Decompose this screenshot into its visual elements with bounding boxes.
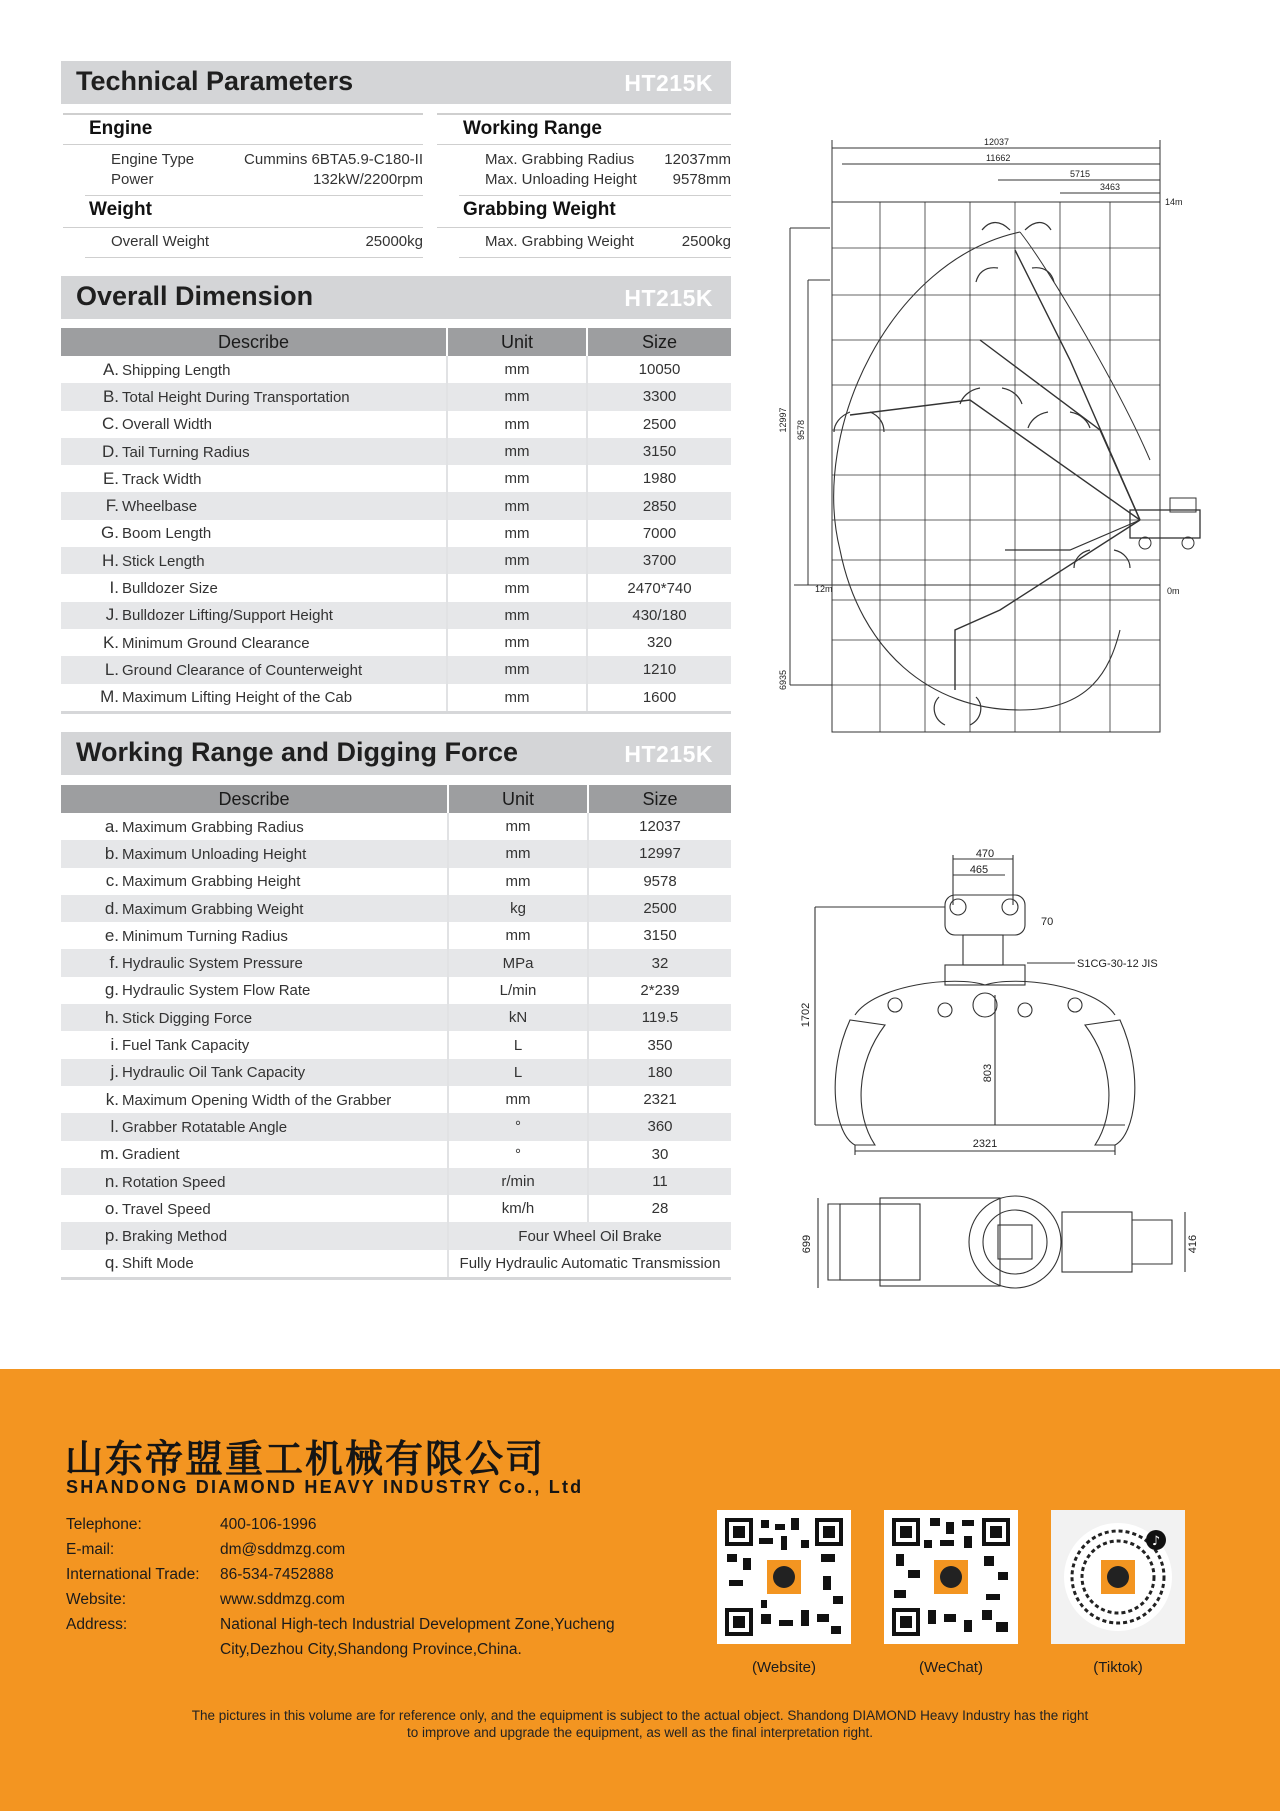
- row-letter: H.: [102, 550, 119, 570]
- dim-label: 0m: [1167, 586, 1180, 596]
- dim-label: 2321: [972, 1138, 998, 1150]
- working-range-diagram: [770, 130, 1250, 810]
- dim-label: 470: [975, 848, 995, 860]
- row-size: 12037: [639, 818, 681, 836]
- tiktok-qr-icon[interactable]: [1051, 1510, 1185, 1644]
- row-unit: mm: [447, 520, 587, 547]
- wechat-qr-icon[interactable]: [884, 1510, 1018, 1644]
- row-size: 2850: [587, 492, 731, 519]
- column-header: Unit: [447, 328, 587, 356]
- row-size: 320: [646, 634, 673, 652]
- row-unit: mm: [447, 629, 587, 656]
- row-description: Fuel Tank Capacity: [122, 1037, 250, 1055]
- row-size: 1210: [587, 656, 731, 683]
- row-letter: I.: [109, 578, 119, 598]
- row-description: Shift Mode: [122, 1255, 194, 1273]
- table-row: [61, 1195, 731, 1222]
- working-range-header: [61, 732, 731, 775]
- dim-label: 12m: [815, 584, 833, 594]
- table-row: [61, 868, 731, 895]
- row-size: 2500: [642, 415, 677, 433]
- table-row: [61, 1168, 731, 1195]
- row-description: Hydraulic Oil Tank Capacity: [122, 1064, 306, 1082]
- row-letter: e.: [104, 925, 119, 945]
- row-description: Maximum Grabbing Radius: [122, 818, 304, 836]
- row-letter: G.: [101, 523, 119, 543]
- column-header: Size: [588, 785, 731, 813]
- row-letter: d.: [104, 898, 119, 918]
- row-size: 2470*740: [627, 579, 692, 597]
- row-description: Maximum Lifting Height of the Cab: [122, 689, 353, 707]
- section-title: Working Range and Digging Force: [76, 737, 519, 767]
- row-size: 3700: [587, 547, 731, 574]
- row-size: 3150: [643, 927, 677, 945]
- row-letter: l.: [110, 1116, 119, 1136]
- row-size: 9578: [643, 872, 677, 890]
- row-description: Bulldozer Size: [122, 580, 218, 598]
- table-row: [61, 520, 731, 547]
- row-unit: mm: [448, 1086, 588, 1113]
- row-description: Stick Length: [122, 552, 205, 570]
- row-letter: K.: [102, 632, 119, 652]
- row-letter: A.: [102, 359, 119, 379]
- row-description: Hydraulic System Flow Rate: [122, 982, 311, 1000]
- table-row: [61, 1113, 731, 1140]
- svg-text:♪: ♪: [1151, 1534, 1161, 1549]
- row-description: Maximum Opening Width of the Grabber: [122, 1091, 392, 1109]
- row-description: Rotation Speed: [122, 1173, 226, 1191]
- table-row: [61, 1004, 731, 1031]
- row-description: Bulldozer Lifting/Support Height: [122, 607, 333, 625]
- qr-label: (WeChat): [919, 1659, 983, 1676]
- row-description: Boom Length: [122, 525, 212, 543]
- table-row: [61, 813, 731, 840]
- row-size: 30: [651, 1145, 669, 1163]
- row-description: Minimum Ground Clearance: [122, 634, 310, 652]
- row-size: 32: [588, 949, 731, 976]
- row-size: 1600: [587, 684, 731, 713]
- engine-heading: Engine: [63, 113, 423, 145]
- row-unit: mm: [447, 602, 587, 629]
- row-size: 28: [651, 1200, 669, 1218]
- table-row: [61, 656, 731, 683]
- dim-label: 465: [969, 864, 989, 876]
- row-size: 7000: [642, 524, 677, 542]
- model-badge: HT215K: [624, 70, 713, 96]
- spec-row: Overall Weight 25000kg: [111, 233, 423, 250]
- row-letter: f.: [109, 953, 119, 973]
- row-description: Wheelbase: [122, 498, 198, 516]
- row-unit: L: [448, 1059, 588, 1086]
- dim-label: 416: [1187, 1234, 1199, 1254]
- company-name-cn: 山东帝盟重工机械有限公司: [65, 1439, 546, 1481]
- row-size: 3300: [587, 383, 731, 410]
- technical-parameters-header: [61, 61, 731, 104]
- row-unit: r/min: [448, 1168, 588, 1195]
- working-range-heading: Working Range: [437, 113, 731, 145]
- dim-label: 11662: [986, 153, 1011, 163]
- row-description: Hydraulic System Pressure: [122, 955, 303, 973]
- row-size: 350: [647, 1036, 673, 1054]
- row-letter: E.: [102, 468, 119, 488]
- table-row: [61, 547, 731, 574]
- row-letter: D.: [102, 441, 119, 461]
- table-row: [61, 574, 731, 601]
- table-row: [61, 1031, 731, 1058]
- row-description: Maximum Unloading Height: [122, 845, 307, 863]
- row-size: 3150: [587, 438, 731, 465]
- tech-right-column: [437, 113, 731, 258]
- row-unit: mm: [448, 922, 588, 949]
- row-letter: B.: [102, 386, 119, 406]
- row-unit: mm: [447, 656, 587, 683]
- row-unit: mm: [447, 492, 587, 519]
- row-unit: mm: [447, 356, 587, 383]
- website-qr-icon[interactable]: [717, 1510, 851, 1644]
- working-range-table: [61, 785, 731, 1280]
- spec-row: Max. Grabbing Weight 2500kg: [485, 233, 731, 250]
- table-row: [61, 492, 731, 519]
- row-letter: q.: [104, 1253, 119, 1273]
- dim-label: 803: [982, 1063, 994, 1083]
- row-description: Overall Width: [122, 416, 213, 434]
- email-link[interactable]: dm@sddmzg.com: [220, 1541, 346, 1558]
- table-row: [61, 356, 731, 383]
- row-description: Travel Speed: [122, 1200, 211, 1218]
- grabbing-weight-heading: Grabbing Weight: [437, 196, 731, 228]
- row-unit: L: [448, 1031, 588, 1058]
- table-row: [61, 840, 731, 867]
- row-size: 2500: [588, 895, 731, 922]
- row-description: Maximum Grabbing Weight: [122, 900, 304, 918]
- row-description: Braking Method: [122, 1228, 228, 1246]
- model-badge: HT215K: [624, 741, 713, 767]
- row-unit: km/h: [448, 1195, 588, 1222]
- weight-heading: Weight: [63, 196, 423, 228]
- row-description: Gradient: [122, 1146, 180, 1164]
- table-row: [61, 383, 731, 410]
- row-unit: mm: [447, 383, 587, 410]
- dim-label: 6935: [778, 669, 788, 691]
- disclaimer: The pictures in this volume are for reference only, and the equipment is subject to the actual object. Shandong DIAMOND Heavy Industry has the right to improve and upgrade the equipment, as well as the final interpretation right.: [191, 1708, 1089, 1740]
- row-size: 12997: [588, 840, 731, 867]
- table-row: [61, 684, 731, 713]
- row-letter: i.: [110, 1035, 119, 1055]
- row-unit: mm: [447, 684, 587, 713]
- row-letter: o.: [104, 1198, 119, 1218]
- row-unit: mm: [447, 547, 587, 574]
- row-unit: °: [448, 1113, 588, 1140]
- row-unit: mm: [447, 574, 587, 601]
- row-letter: p.: [104, 1226, 119, 1246]
- table-row: [61, 438, 731, 465]
- row-unit: °: [448, 1141, 588, 1168]
- row-description: Grabber Rotatable Angle: [122, 1118, 288, 1136]
- row-letter: C.: [102, 414, 119, 434]
- row-unit: mm: [448, 868, 588, 895]
- column-header: Unit: [448, 785, 588, 813]
- row-description: Track Width: [122, 470, 202, 488]
- row-letter: J.: [105, 605, 119, 625]
- row-unit: mm: [447, 465, 587, 492]
- grab-top-diagram: [800, 1190, 1200, 1295]
- row-size: 180: [588, 1059, 731, 1086]
- row-value: Fully Hydraulic Automatic Transmission: [448, 1250, 731, 1279]
- row-letter: b.: [104, 843, 119, 863]
- column-header: Size: [587, 328, 731, 356]
- row-unit: mm: [448, 840, 588, 867]
- dim-label: 14m: [1165, 197, 1183, 207]
- row-size: 2321: [643, 1091, 677, 1109]
- row-value: Four Wheel Oil Brake: [448, 1222, 731, 1249]
- row-unit: kN: [448, 1004, 588, 1031]
- row-description: Tail Turning Radius: [122, 443, 250, 461]
- row-letter: g.: [104, 980, 119, 1000]
- company-footer: 山东帝盟重工机械有限公司 SHANDONG DIAMOND HEAVY INDUSTRY Co., Ltd Telephone: 400-106-1996 E-mail: dm@sddmzg.com International Trade: 86-534-7452888 Website: www.sddmzg.com Address: National High-tech Industrial Development Zone,Yucheng City,Dezhou City,Shandong Province,China. ♪ (Website) (WeChat) (Tiktok) The pictures in this volume are for reference only, and the equipment is subject to the actual object. Shandong DIAMOND Heavy Industry has the right to improve and upgrade the equipment, as well as the final interpretation right.: [0, 1369, 1280, 1811]
- table-row: [61, 1222, 731, 1249]
- website-link[interactable]: www.sddmzg.com: [220, 1591, 345, 1608]
- row-letter: c.: [105, 871, 119, 891]
- table-row: [61, 949, 731, 976]
- dim-label: 12997: [778, 407, 788, 433]
- qr-label: (Website): [752, 1659, 816, 1676]
- row-unit: kg: [448, 895, 588, 922]
- row-letter: F.: [105, 496, 119, 516]
- row-letter: a.: [104, 816, 119, 836]
- row-unit: mm: [447, 411, 587, 438]
- spec-row: Engine Type Cummins 6BTA5.9-C180-II: [111, 151, 423, 168]
- table-row: [61, 629, 731, 656]
- spec-row: Power 132kW/2200rpm: [111, 171, 423, 188]
- dim-label: 1702: [800, 1002, 812, 1028]
- table-row: [61, 1250, 731, 1279]
- row-unit: mm: [448, 813, 588, 840]
- spec-row: Max. Unloading Height 9578mm: [485, 171, 731, 188]
- row-description: Stick Digging Force: [122, 1009, 253, 1027]
- row-letter: j.: [110, 1062, 119, 1082]
- row-unit: mm: [447, 438, 587, 465]
- row-description: Minimum Turning Radius: [122, 927, 288, 945]
- row-size: 1980: [642, 470, 677, 488]
- row-size: 119.5: [588, 1004, 731, 1031]
- row-letter: n.: [104, 1171, 119, 1191]
- table-row: [61, 602, 731, 629]
- tech-left-column: [63, 113, 423, 258]
- model-badge: HT215K: [624, 285, 713, 311]
- row-description: Ground Clearance of Counterweight: [122, 661, 363, 679]
- section-title: Overall Dimension: [76, 281, 314, 311]
- table-row: [61, 1141, 731, 1168]
- spec-row: Max. Grabbing Radius 12037mm: [485, 151, 731, 168]
- table-row: [61, 977, 731, 1004]
- row-size: 11: [588, 1168, 731, 1195]
- row-letter: h.: [104, 1007, 119, 1027]
- overall-dimension-header: [61, 276, 731, 319]
- grab-front-diagram: [795, 845, 1195, 1165]
- dim-label: 70: [1041, 916, 1054, 928]
- row-size: 360: [588, 1113, 731, 1140]
- company-name-en: SHANDONG DIAMOND HEAVY INDUSTRY Co., Ltd: [66, 1477, 584, 1497]
- column-header: Describe: [61, 328, 447, 356]
- dim-label: 699: [801, 1234, 813, 1254]
- table-row: [61, 411, 731, 438]
- row-description: Maximum Grabbing Height: [122, 873, 301, 891]
- table-row: [61, 1086, 731, 1113]
- column-header: Describe: [61, 785, 448, 813]
- row-size: 2*239: [640, 981, 680, 999]
- dim-label: 3463: [1100, 182, 1121, 192]
- overall-dimension-table: [61, 328, 731, 714]
- table-row: [61, 895, 731, 922]
- row-unit: L/min: [448, 977, 588, 1004]
- dim-label: 9578: [796, 419, 806, 441]
- dim-label: 5715: [1070, 169, 1091, 179]
- row-size: 10050: [638, 361, 681, 379]
- section-title: Technical Parameters: [76, 66, 354, 96]
- table-row: [61, 465, 731, 492]
- row-description: Shipping Length: [122, 361, 231, 379]
- row-description: Total Height During Transportation: [122, 388, 350, 406]
- model-label: S1CG-30-12 JIS: [1077, 958, 1158, 970]
- table-row: [61, 1059, 731, 1086]
- qr-label: (Tiktok): [1093, 1659, 1143, 1676]
- row-size: 430/180: [587, 602, 731, 629]
- table-row: [61, 922, 731, 949]
- row-letter: L.: [104, 659, 119, 679]
- row-unit: MPa: [448, 949, 588, 976]
- row-letter: k.: [105, 1089, 119, 1109]
- row-letter: M.: [100, 687, 119, 707]
- dim-label: 12037: [984, 137, 1010, 147]
- row-letter: m.: [100, 1144, 119, 1164]
